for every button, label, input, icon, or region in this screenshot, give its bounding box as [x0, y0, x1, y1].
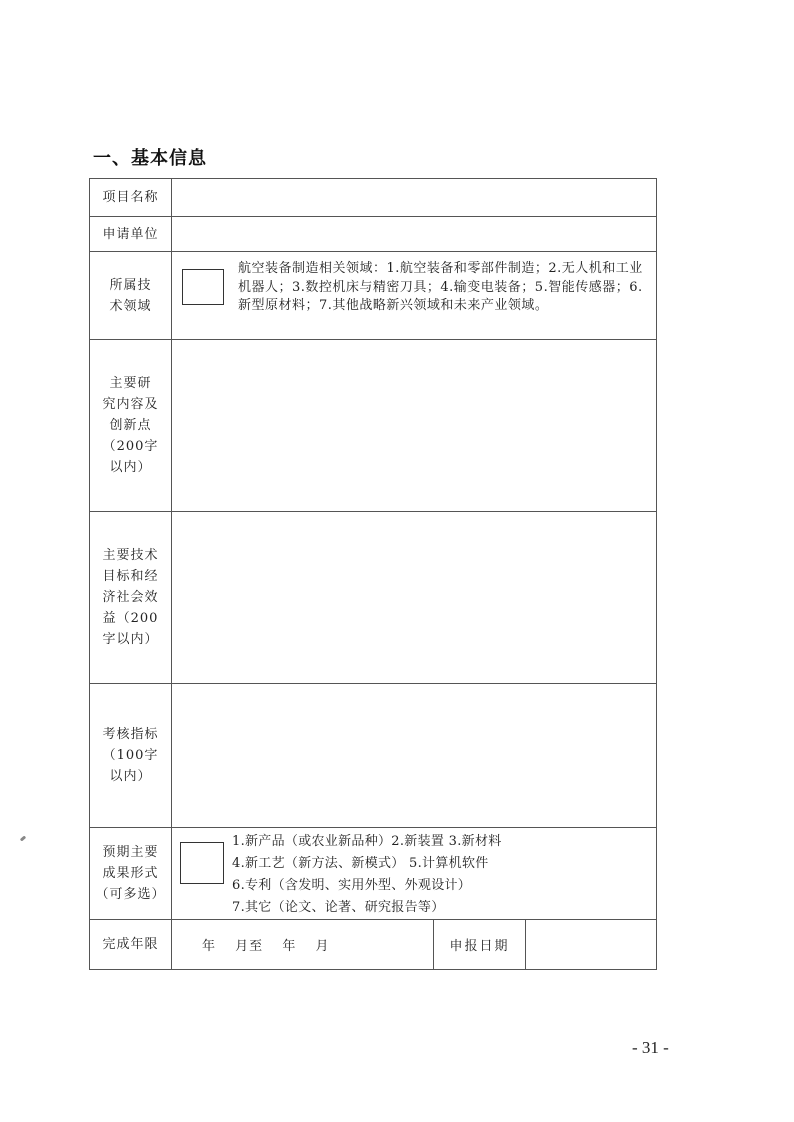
row-research	[90, 340, 657, 512]
targets-field[interactable]	[172, 512, 657, 684]
targets-label: 主要技术 目标和经 济社会效 益（200 字以内）	[90, 512, 172, 684]
basic-info-form	[89, 178, 657, 970]
row-applicant	[90, 217, 657, 252]
period-month-to: 月至	[235, 939, 264, 954]
period-month-end: 月	[315, 939, 330, 954]
row-targets	[90, 512, 657, 684]
tech-domain-text: 航空装备制造相关领域：1.航空装备和零部件制造；2.无人机和工业机器人；3.数控机床与精密刀具；4.输变电装备；5.智能传感器；6.新型原材料；7.其他战略新兴领域和未来产业领域。	[238, 261, 643, 313]
tech-domain-label: 所属技 术领域	[90, 252, 172, 340]
kpi-label: 考核指标 （100字 以内）	[90, 684, 172, 828]
outcomes-checkbox[interactable]	[180, 842, 224, 884]
outcome-option: 7.其它（论文、论著、研究报告等）	[232, 899, 445, 915]
research-label: 主要研 究内容及 创新点 （200字 以内）	[90, 340, 172, 512]
row-period	[90, 920, 657, 970]
period-label: 完成年限	[90, 920, 172, 970]
scan-mark	[20, 835, 27, 841]
period-year-end: 年	[282, 939, 297, 954]
applicant-field[interactable]	[172, 217, 657, 252]
period-year-start: 年	[202, 939, 217, 954]
applicant-label: 申请单位	[90, 217, 172, 252]
outcome-option: 1.新产品（或农业新品种）2.新装置 3.新材料	[232, 833, 502, 849]
row-tech-domain	[90, 252, 657, 340]
page-number: - 31 -	[632, 1038, 669, 1057]
row-outcomes	[90, 828, 657, 920]
apply-date-field[interactable]	[526, 920, 657, 970]
kpi-field[interactable]	[172, 684, 657, 828]
apply-date-label: 申报日期	[434, 920, 526, 970]
research-field[interactable]	[172, 340, 657, 512]
period-field[interactable]	[172, 920, 434, 970]
row-project-name	[90, 179, 657, 217]
row-kpi	[90, 684, 657, 828]
project-name-label: 项目名称	[90, 179, 172, 217]
tech-domain-checkbox[interactable]	[182, 269, 224, 305]
outcome-option: 6.专利（含发明、实用外型、外观设计）	[232, 877, 472, 893]
section-title: 一、基本信息	[93, 148, 207, 169]
project-name-field[interactable]	[172, 179, 657, 217]
outcome-option: 4.新工艺（新方法、新模式） 5.计算机软件	[232, 855, 489, 871]
outcomes-cell	[172, 828, 657, 920]
tech-domain-cell	[172, 252, 657, 340]
outcomes-label: 预期主要 成果形式 （可多选）	[90, 828, 172, 920]
